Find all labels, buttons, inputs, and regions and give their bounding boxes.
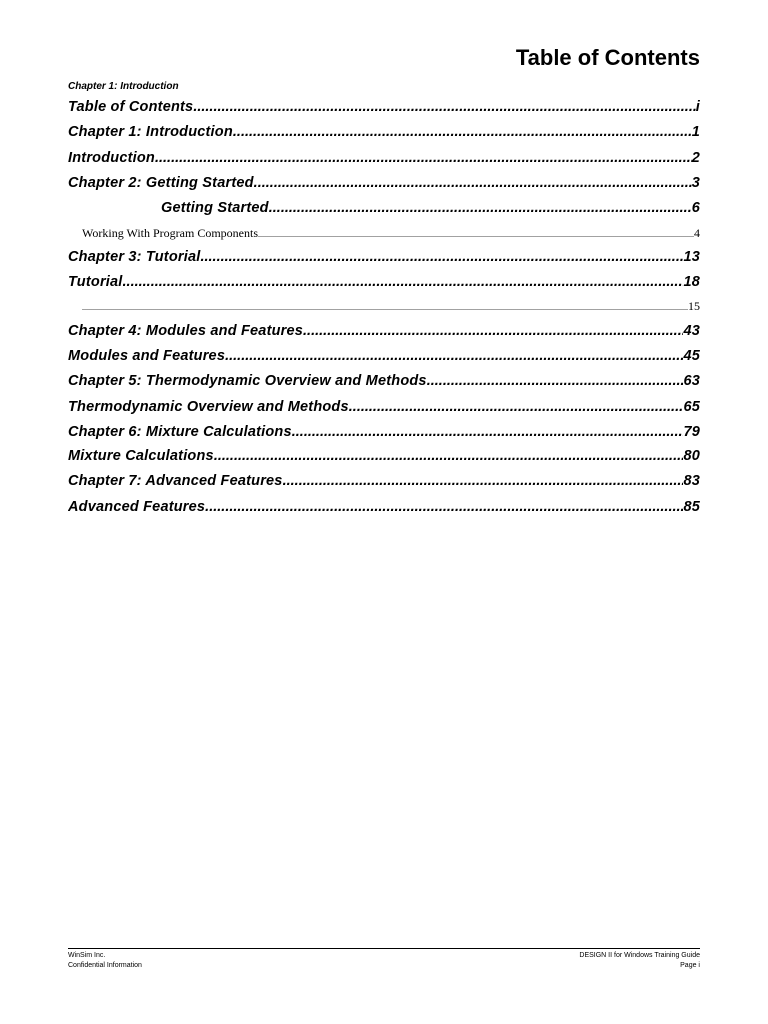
toc-entry-label: Table of Contents: [68, 99, 194, 115]
toc-entry-chapter-7[interactable]: [68, 473, 700, 489]
dot-leader: [269, 200, 692, 216]
toc-entry-page: 13: [683, 249, 700, 265]
footer-page-number: Page i: [680, 962, 700, 969]
toc-entry-thermodynamic-overview[interactable]: [68, 399, 700, 415]
dot-leader: [123, 274, 684, 290]
toc-entry-modules-and-features[interactable]: [68, 348, 700, 364]
toc-entry-chapter-3[interactable]: [68, 249, 700, 265]
toc-entry-page: 4: [694, 226, 700, 240]
toc-entry-label: Mixture Calculations: [68, 448, 214, 464]
dot-leader: [292, 424, 684, 440]
toc-entry-label: Getting Started: [161, 200, 269, 216]
toc-entry-label: Modules and Features: [68, 348, 226, 364]
dot-leader: [225, 348, 683, 364]
toc-entry-mixture-calculations[interactable]: [68, 448, 700, 464]
toc-entry-table-of-contents[interactable]: [68, 99, 700, 115]
toc-entry-page: 85: [683, 499, 700, 515]
toc-entry-label: Chapter 3: Tutorial: [68, 249, 201, 265]
toc-entry-chapter-1[interactable]: [68, 124, 700, 140]
toc-entry-page: 79: [683, 424, 700, 440]
toc-entry-working-with-program-components[interactable]: [82, 226, 700, 241]
toc-entry-page: 65: [683, 399, 700, 415]
toc-entry-page: 1: [691, 124, 700, 140]
toc-entry-unlabeled[interactable]: [82, 299, 700, 314]
toc-entry-label: Tutorial: [68, 274, 123, 290]
toc-entry-advanced-features[interactable]: [68, 499, 700, 515]
dot-leader: [303, 323, 683, 339]
dot-leader: [193, 99, 695, 115]
toc-entry-chapter-5[interactable]: [68, 373, 700, 389]
dot-leader: [427, 373, 684, 389]
toc-entry-chapter-2[interactable]: [68, 175, 700, 191]
dot-leader: [214, 448, 684, 464]
toc-entry-label: Thermodynamic Overview and Methods: [68, 399, 349, 415]
page-title: Table of Contents: [515, 45, 700, 70]
toc-entry-page: 2: [691, 150, 700, 166]
dot-leader: [283, 473, 684, 489]
toc-entry-page: i: [695, 99, 700, 115]
toc-entry-page: 6: [691, 200, 700, 216]
toc-entry-label: Chapter 5: Thermodynamic Overview and Methods: [68, 373, 427, 389]
toc-entry-tutorial[interactable]: [68, 274, 700, 290]
dot-leader: [155, 150, 692, 166]
dot-leader: [349, 399, 684, 415]
toc-entry-label: Chapter 4: Modules and Features: [68, 323, 304, 339]
dot-leader: [200, 249, 683, 265]
toc-entry-getting-started[interactable]: [161, 200, 700, 216]
dot-leader: [258, 226, 694, 241]
toc-entry-label: Chapter 7: Advanced Features: [68, 473, 283, 489]
toc-entry-label: Working With Program Components: [82, 226, 258, 240]
toc-entry-page: 80: [683, 448, 700, 464]
dot-leader: [254, 175, 692, 191]
toc-entry-label: Chapter 1: Introduction: [68, 124, 233, 140]
running-head: Chapter 1: Introduction: [68, 81, 179, 92]
footer-left: [68, 951, 142, 971]
toc-entry-label: Chapter 2: Getting Started: [68, 175, 254, 191]
dot-leader: [205, 499, 683, 515]
toc-entry-label: Advanced Features: [68, 499, 206, 515]
footer-document-title: DESIGN II for Windows Training Guide: [579, 952, 700, 959]
dot-leader: [82, 299, 688, 314]
toc-entry-page: 43: [683, 323, 700, 339]
toc-entry-chapter-4[interactable]: [68, 323, 700, 339]
toc-entry-page: 3: [691, 175, 700, 191]
toc-entry-page: 83: [683, 473, 700, 489]
toc-entry-page: 15: [688, 299, 700, 313]
footer-divider: [68, 948, 700, 949]
footer-right: [579, 951, 700, 971]
toc-entry-label: Introduction: [68, 150, 155, 166]
footer-company: WinSim Inc.: [68, 952, 106, 959]
toc-entry-chapter-6[interactable]: [68, 424, 700, 440]
toc-entry-introduction[interactable]: [68, 150, 700, 166]
footer-confidential: Confidential Information: [68, 962, 142, 969]
toc-entry-page: 18: [683, 274, 700, 290]
dot-leader: [233, 124, 692, 140]
toc-entry-page: 63: [683, 373, 700, 389]
toc-entry-label: Chapter 6: Mixture Calculations: [68, 424, 292, 440]
toc-entry-page: 45: [683, 348, 700, 364]
